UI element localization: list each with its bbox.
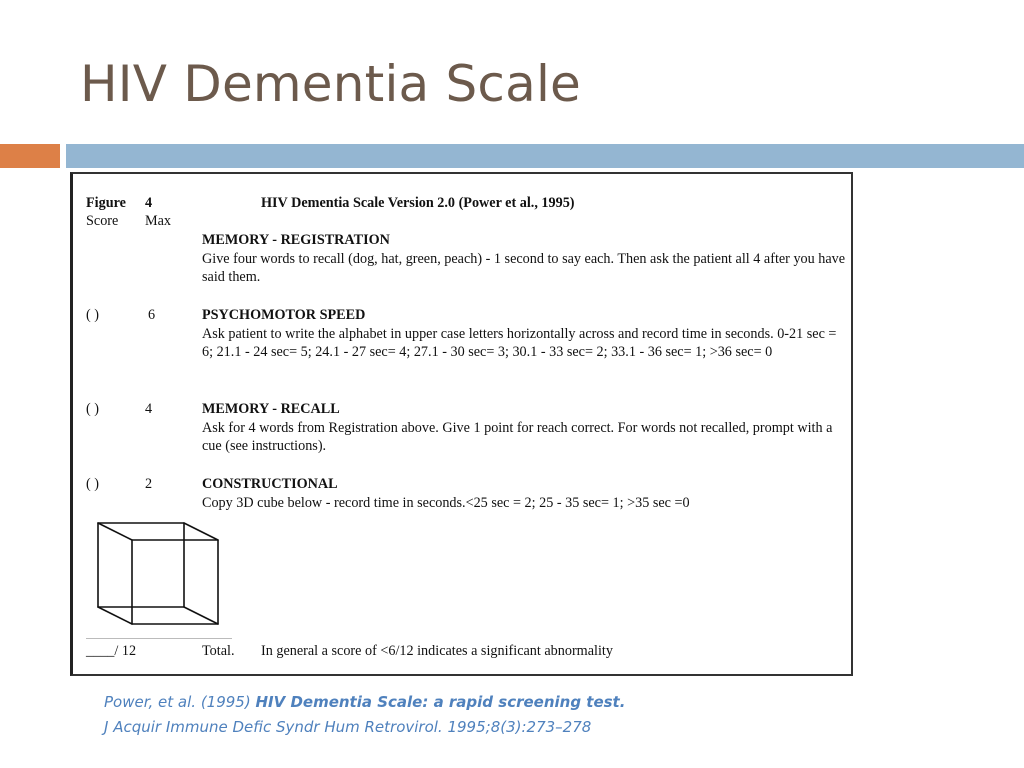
section-memory-registration <box>202 231 847 287</box>
section-constructional <box>202 475 847 512</box>
scale-figure <box>70 172 853 676</box>
slide-title: HIV Dementia Scale <box>80 55 582 113</box>
figure-label: Figure <box>86 195 126 211</box>
citation-paper-title: HIV Dementia Scale: a rapid screening test. <box>255 693 626 711</box>
column-header-score: Score <box>86 213 119 229</box>
max-score-psychomotor: 6 <box>148 307 156 323</box>
figure-title: HIV Dementia Scale Version 2.0 (Power et al., 1995) <box>261 195 575 211</box>
citation <box>104 690 625 740</box>
max-score-recall: 4 <box>145 401 153 417</box>
total-label: Total. <box>202 643 235 659</box>
citation-line-1 <box>104 690 625 715</box>
max-score-constructional: 2 <box>145 476 153 492</box>
score-rule-line <box>86 638 232 639</box>
cube-drawing-icon <box>95 520 221 628</box>
section-instructions: Copy 3D cube below - record time in seconds.<25 sec = 2; 25 - 35 sec= 1; >35 sec =0 <box>202 494 690 511</box>
score-field-recall: ( ) <box>86 401 99 417</box>
citation-journal: J Acquir Immune Defic Syndr Hum Retrovirol. 1995;8(3):273–278 <box>104 718 592 736</box>
section-heading: MEMORY - REGISTRATION <box>202 232 390 248</box>
citation-authors: Power, et al. (1995) <box>104 693 251 711</box>
section-instructions: Ask for 4 words from Registration above. Give 1 point for reach correct. For words not recalled, prompt with a cue (see instructions). <box>202 419 833 454</box>
section-instructions: Give four words to recall (dog, hat, green, peach) - 1 second to say each. Then ask the patient all 4 after you have said them. <box>202 250 846 285</box>
section-heading: MEMORY - RECALL <box>202 401 340 417</box>
accent-bar-blue <box>66 144 1024 168</box>
section-memory-recall <box>202 400 847 456</box>
column-header-max: Max <box>145 213 172 229</box>
accent-bar-orange <box>0 144 60 168</box>
section-heading: PSYCHOMOTOR SPEED <box>202 307 366 323</box>
section-instructions: Ask patient to write the alphabet in upper case letters horizontally across and record time in seconds. 0-21 sec = 6; 21.1 - 24 sec= 5; 24.1 - 27 sec= 4; 27.1 - 30 sec= 3; 30.1 - 33 sec= 2; 33.1 - 36 sec= 1; >36 sec= 0 <box>202 325 837 360</box>
section-heading: CONSTRUCTIONAL <box>202 476 338 492</box>
section-psychomotor-speed <box>202 306 847 362</box>
total-score-field: ____/ 12 <box>86 643 137 659</box>
score-field-psychomotor: ( ) <box>86 307 99 323</box>
figure-number: 4 <box>145 195 153 211</box>
score-field-constructional: ( ) <box>86 476 99 492</box>
total-interpretation: In general a score of <6/12 indicates a significant abnormality <box>261 643 613 659</box>
